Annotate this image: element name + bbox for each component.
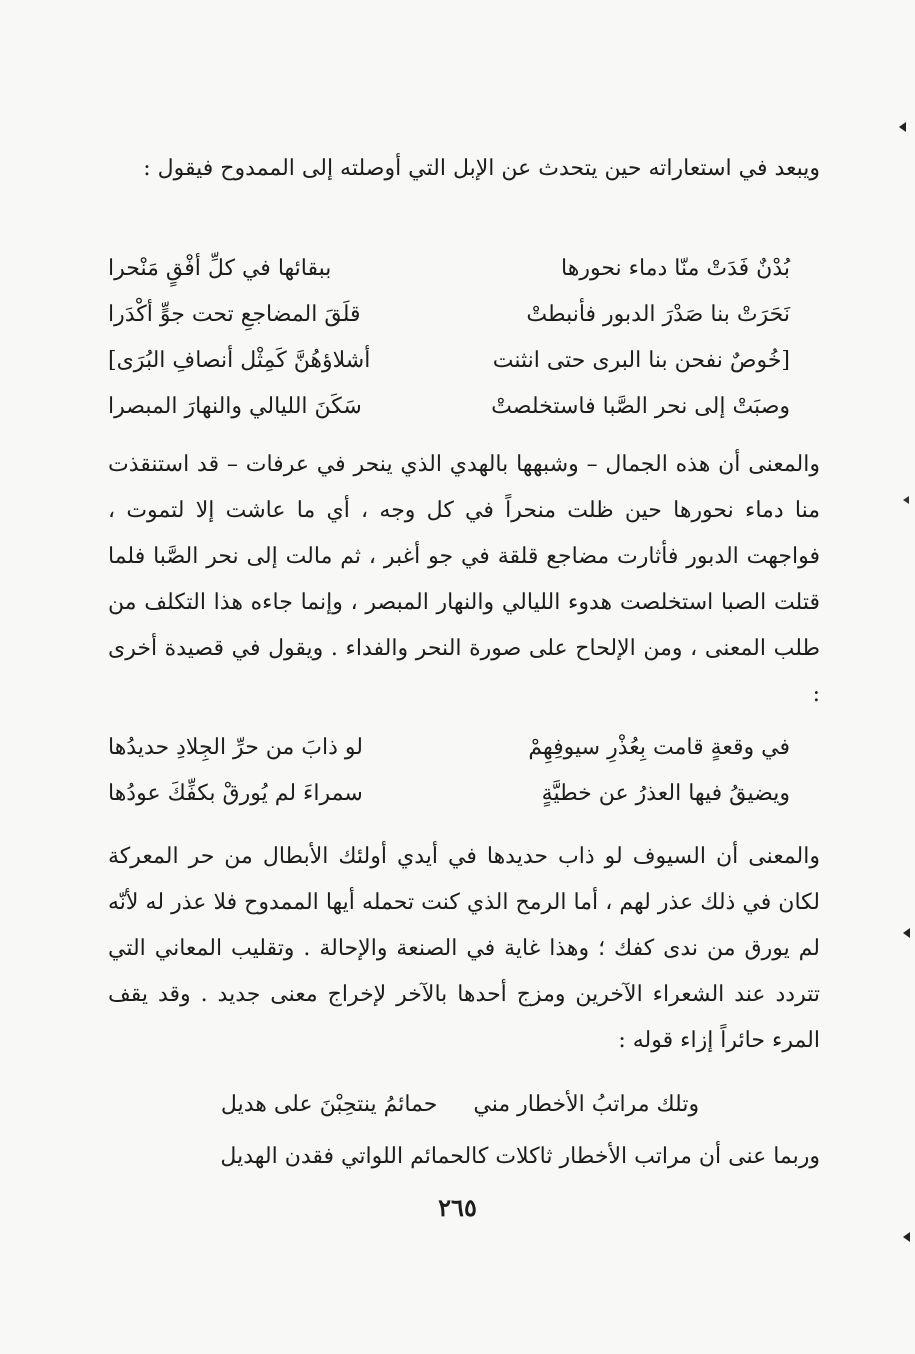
margin-mark-right bbox=[903, 928, 910, 938]
page-number: ٢٦٥ bbox=[438, 1193, 477, 1222]
verse-line bbox=[108, 338, 790, 384]
commentary-paragraph bbox=[108, 834, 820, 1064]
verse-first-hemistich: في وقعةٍ قامت بِعُذْرِ سيوفِهِمْ bbox=[528, 735, 790, 760]
paragraph-1: ويبعد في استعاراته حين يتحدث عن الإبل التي أوصلته إلى الممدوح فيقول : bbox=[143, 156, 820, 181]
verse-second-hemistich: سمراءَ لم يُورقْ بكفِّكَ عودُها bbox=[108, 781, 363, 806]
verse-second-hemistich: قلَقَ المضاجعِ تحت جوٍّ أكْدَرا bbox=[108, 302, 361, 327]
paragraph-4: وربما عنى أن مراتب الأخطار ثاكلات كالحمائم اللواتي فقدن الهديل bbox=[220, 1144, 820, 1169]
verse-second-hemistich: حمائمُ ينتحِبْنَ على هديل bbox=[220, 1092, 438, 1117]
margin-mark-mid-right bbox=[903, 496, 909, 504]
verse-first-hemistich: [خُوصٌ نفحن بنا البرى حتى انثنت bbox=[492, 348, 790, 373]
verse-first-hemistich: نَحَرَتْ بنا صَدْرَ الدبور فأنبطتْ bbox=[526, 302, 790, 327]
verse-line bbox=[108, 771, 790, 817]
margin-mark-top-right bbox=[899, 122, 906, 132]
margin-mark-bottom-right bbox=[903, 1232, 910, 1242]
verse-line bbox=[108, 246, 790, 292]
verse-line bbox=[108, 384, 790, 430]
poem-2 bbox=[108, 725, 790, 817]
verse-first-hemistich: ويضيقُ فيها العذرُ عن خطيَّةٍ bbox=[541, 781, 790, 806]
verse-second-hemistich: ببقائها في كلِّ أفْقٍ مَنْحرا bbox=[108, 256, 332, 281]
verse-line bbox=[108, 292, 790, 338]
paragraph-2: والمعنى أن هذه الجمال – وشبهها بالهدي الذي ينحر في عرفات – قد استنقذت منا دماء نحورها حين ظلت منحراً في كل وجه ، أي ما عاشت إلا لتموت ، فواجهت الدبور فأثارت مضاجع قلقة في جو أغبر ، ثم مالت إلى نحر الصَّبا فلما قتلت الصبا استخلصت هدوء الليالي والنهار المبصر ، وإنما جاءه هذا التكلف من طلب المعنى ، ومن الإلحاح على صورة النحر والفداء . ويقول في قصيدة أخرى : bbox=[108, 452, 820, 707]
verse-line bbox=[108, 725, 790, 771]
verse-first-hemistich: بُدْنٌ فَدَتْ منّا دماء نحورها bbox=[561, 256, 790, 281]
paragraph-3: والمعنى أن السيوف لو ذاب حديدها في أيدي أولئك الأبطال من حر المعركة لكان في ذلك عذر لهم ، أما الرمح الذي كنت تحمله أيها الممدوح فلا عذر له لأنّه لم يورق من ندى كفك ؛ وهذا غاية في الصنعة والإحالة . وتقليب المعاني التي تتردد عند الشعراء الآخرين ومزج أحدها بالآخر لإخراج معنى جديد . وقد يقف المرء حائراً إزاء قوله : bbox=[108, 844, 820, 1053]
poem-3-verse bbox=[180, 1082, 740, 1128]
closing-paragraph bbox=[108, 1134, 820, 1180]
intro-paragraph bbox=[108, 146, 820, 192]
verse-first-hemistich: وصبَتْ إلى نحر الصَّبا فاستخلصتْ bbox=[491, 394, 790, 419]
verse-second-hemistich: أشلاؤهُنَّ كَمِثْل أنصافِ البُرَى] bbox=[108, 348, 371, 373]
verse-second-hemistich: سَكَنَ الليالي والنهارَ المبصرا bbox=[108, 394, 362, 419]
poem-1 bbox=[108, 246, 790, 430]
verse-second-hemistich: لو ذابَ من حرِّ الجِلادِ حديدُها bbox=[108, 735, 363, 760]
verse-first-hemistich: وتلك مراتبُ الأخطار مني bbox=[473, 1092, 700, 1117]
commentary-paragraph bbox=[108, 442, 820, 718]
